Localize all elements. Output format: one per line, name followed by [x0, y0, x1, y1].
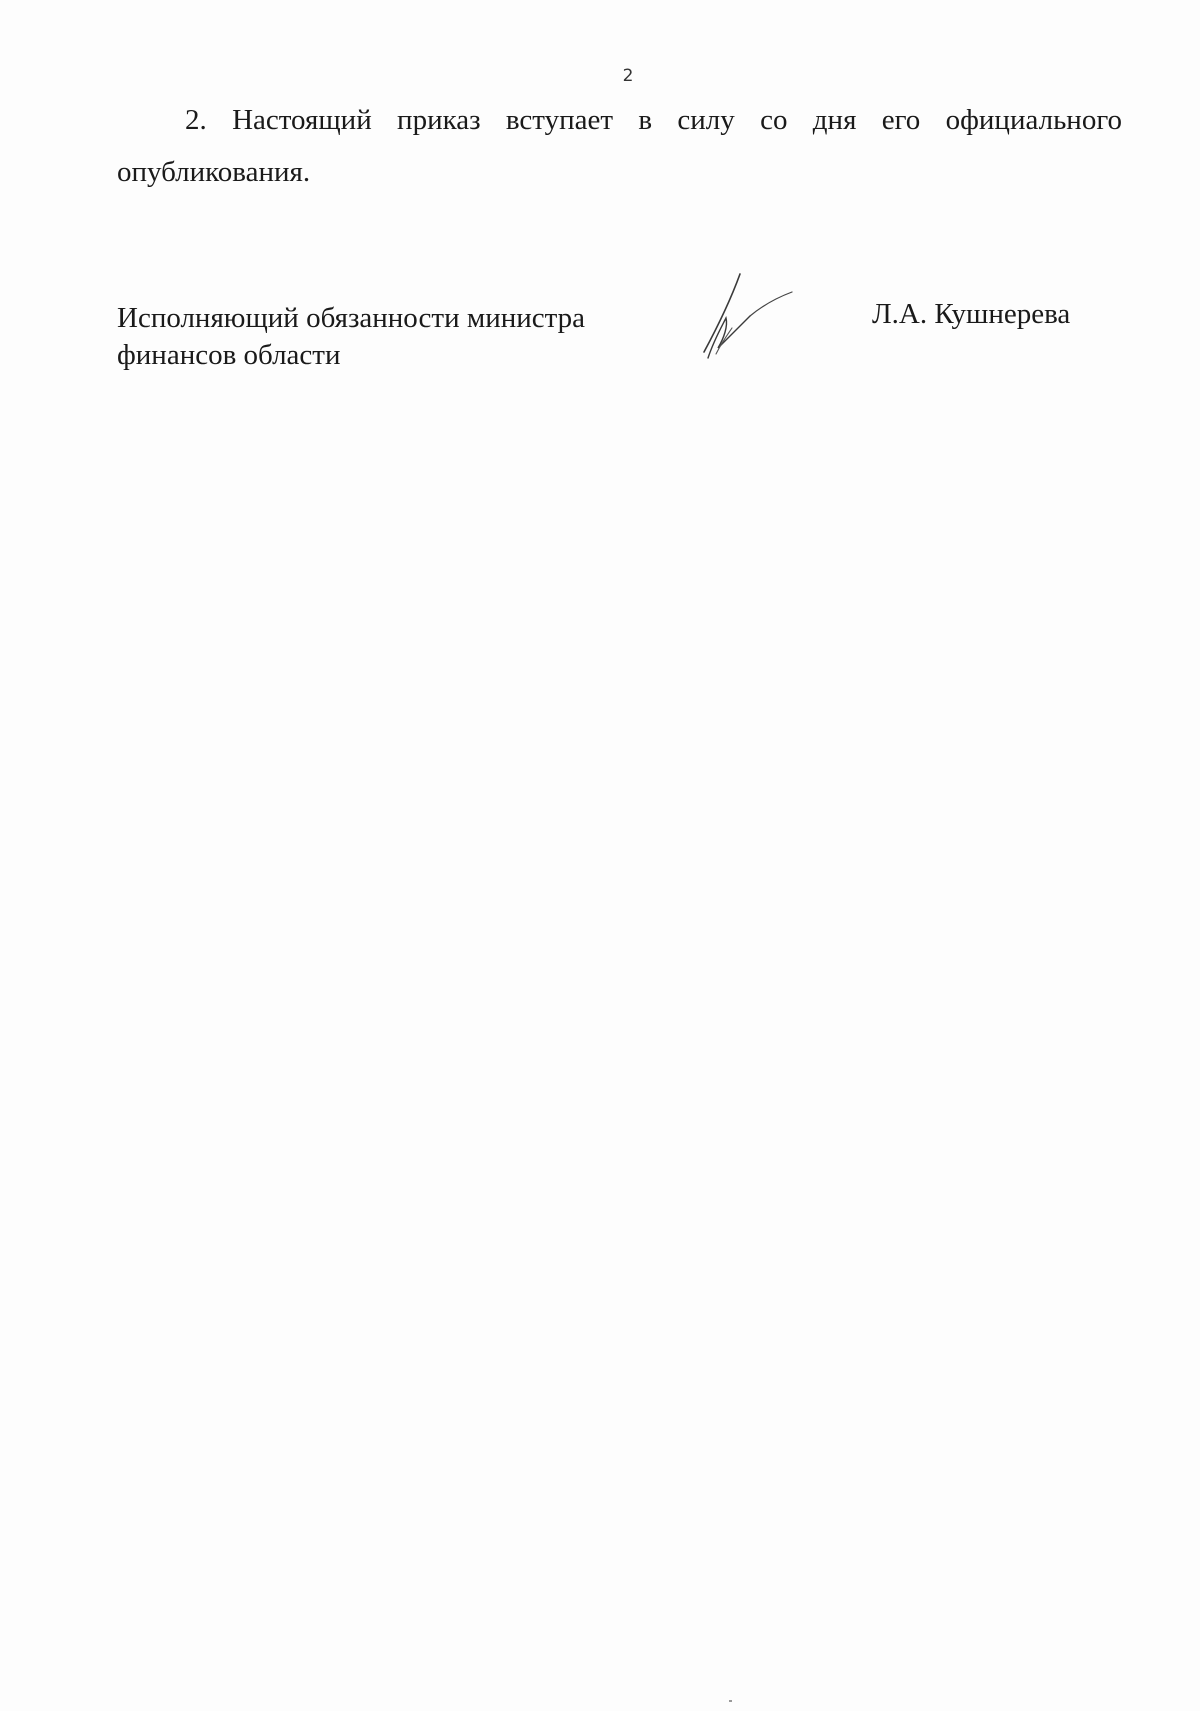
handwritten-signature	[688, 268, 798, 368]
page-number: 2	[622, 66, 634, 86]
signatory-title	[117, 300, 677, 374]
signatory-title-line-2: финансов области	[117, 339, 341, 371]
scan-artifact	[729, 1700, 732, 1702]
signatory-name: Л.А. Кушнерева	[872, 298, 1071, 330]
signatory-title-line-1: Исполняющий обязанности министра	[117, 302, 586, 334]
clause-paragraph: 2. Настоящий приказ вступает в силу со дня его официального опубликования.	[117, 104, 1122, 188]
